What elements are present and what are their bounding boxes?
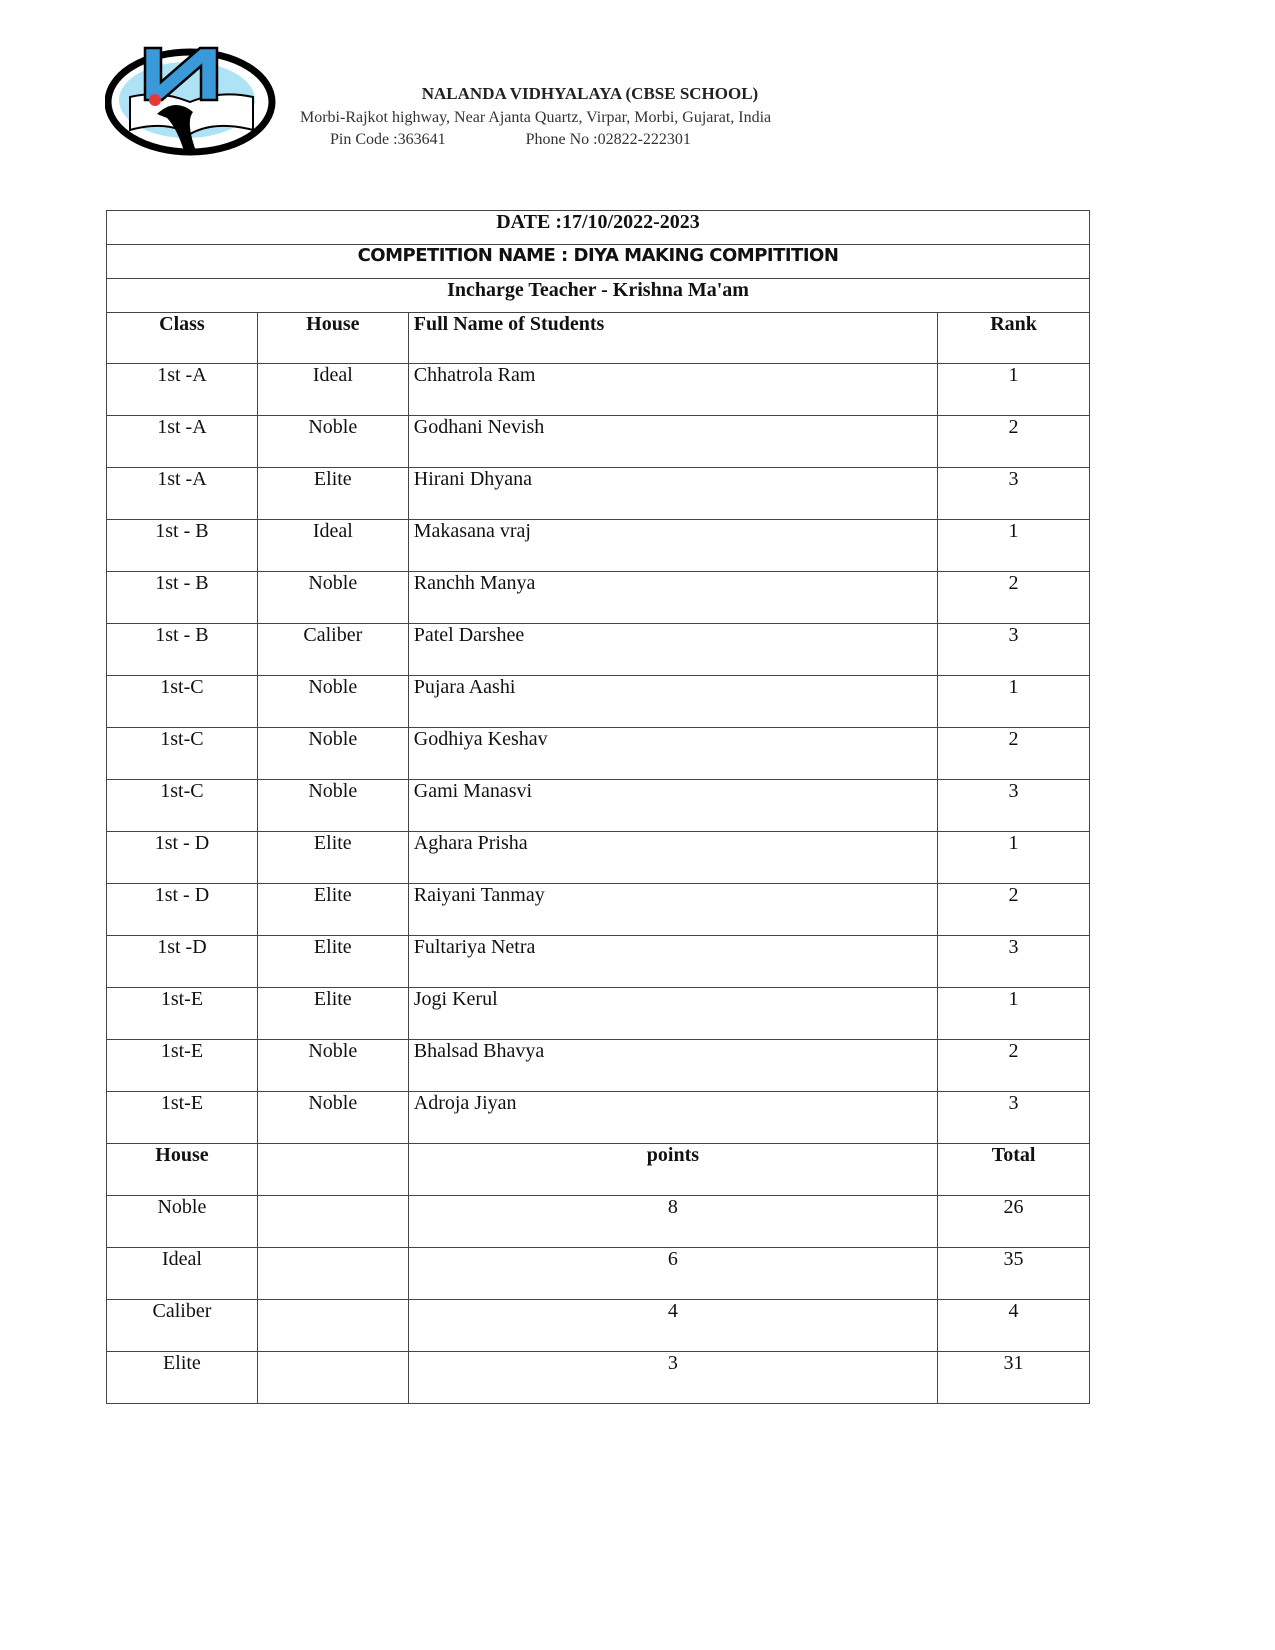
student-rank: 3 — [938, 936, 1090, 988]
summary-house: Ideal — [107, 1248, 258, 1300]
pin-code: Pin Code :363641 — [330, 131, 446, 148]
summary-house: Noble — [107, 1196, 258, 1248]
summary-points: 8 — [408, 1196, 937, 1248]
school-header — [300, 84, 940, 149]
summary-col-points: points — [408, 1144, 937, 1196]
student-name: Makasana vraj — [408, 520, 937, 572]
student-house: Caliber — [257, 624, 408, 676]
summary-row — [107, 1248, 1090, 1300]
date-heading: DATE :17/10/2022-2023 — [107, 211, 1090, 245]
student-rank: 2 — [938, 416, 1090, 468]
col-house: House — [257, 313, 408, 364]
col-rank: Rank — [938, 313, 1090, 364]
results-table — [106, 210, 1090, 1404]
summary-total: 26 — [938, 1196, 1090, 1248]
contact-row — [330, 131, 940, 149]
student-name: Adroja Jiyan — [408, 1092, 937, 1144]
student-class: 1st - B — [107, 624, 258, 676]
student-rank: 3 — [938, 468, 1090, 520]
student-class: 1st-E — [107, 988, 258, 1040]
summary-blank — [257, 1300, 408, 1352]
student-name: Jogi Kerul — [408, 988, 937, 1040]
summary-row — [107, 1352, 1090, 1404]
student-row — [107, 520, 1090, 572]
student-class: 1st - D — [107, 832, 258, 884]
student-class: 1st-E — [107, 1092, 258, 1144]
student-row — [107, 728, 1090, 780]
student-class: 1st -A — [107, 468, 258, 520]
school-name: NALANDA VIDHYALAYA (CBSE SCHOOL) — [421, 84, 759, 103]
col-class: Class — [107, 313, 258, 364]
student-house: Elite — [257, 468, 408, 520]
summary-house: Caliber — [107, 1300, 258, 1352]
summary-points: 4 — [408, 1300, 937, 1352]
student-house: Noble — [257, 572, 408, 624]
student-house: Noble — [257, 1040, 408, 1092]
competition-name: COMPETITION NAME : DIYA MAKING COMPITITION — [107, 245, 1090, 279]
summary-col-total: Total — [938, 1144, 1090, 1196]
student-row — [107, 416, 1090, 468]
student-row — [107, 364, 1090, 416]
summary-blank — [257, 1196, 408, 1248]
student-row — [107, 936, 1090, 988]
student-rank: 2 — [938, 884, 1090, 936]
student-row — [107, 468, 1090, 520]
student-house: Noble — [257, 780, 408, 832]
student-house: Ideal — [257, 364, 408, 416]
student-rank: 3 — [938, 1092, 1090, 1144]
school-address: Morbi-Rajkot highway, Near Ajanta Quartz, Virpar, Morbi, Gujarat, India — [300, 109, 772, 126]
student-house: Ideal — [257, 520, 408, 572]
summary-blank — [257, 1248, 408, 1300]
student-class: 1st-C — [107, 728, 258, 780]
student-rank: 1 — [938, 676, 1090, 728]
summary-row — [107, 1196, 1090, 1248]
summary-row — [107, 1300, 1090, 1352]
summary-header-row — [107, 1144, 1090, 1196]
student-class: 1st-E — [107, 1040, 258, 1092]
summary-col-blank — [257, 1144, 408, 1196]
summary-points: 3 — [408, 1352, 937, 1404]
student-class: 1st -A — [107, 416, 258, 468]
col-full-name: Full Name of Students — [408, 313, 937, 364]
student-rank: 3 — [938, 780, 1090, 832]
summary-total: 35 — [938, 1248, 1090, 1300]
student-row — [107, 832, 1090, 884]
student-row — [107, 572, 1090, 624]
student-house: Noble — [257, 1092, 408, 1144]
student-class: 1st - B — [107, 572, 258, 624]
student-rank: 2 — [938, 1040, 1090, 1092]
student-rank: 3 — [938, 624, 1090, 676]
student-name: Bhalsad Bhavya — [408, 1040, 937, 1092]
student-house: Elite — [257, 936, 408, 988]
student-name: Fultariya Netra — [408, 936, 937, 988]
phone-number: Phone No :02822-222301 — [525, 131, 691, 148]
student-rank: 2 — [938, 572, 1090, 624]
summary-total: 4 — [938, 1300, 1090, 1352]
student-name: Godhiya Keshav — [408, 728, 937, 780]
incharge-teacher: Incharge Teacher - Krishna Ma'am — [107, 279, 1090, 313]
student-house: Elite — [257, 884, 408, 936]
student-name: Ranchh Manya — [408, 572, 937, 624]
student-name: Chhatrola Ram — [408, 364, 937, 416]
student-class: 1st-C — [107, 780, 258, 832]
student-class: 1st-C — [107, 676, 258, 728]
student-rank: 1 — [938, 832, 1090, 884]
student-row — [107, 676, 1090, 728]
student-class: 1st -A — [107, 364, 258, 416]
student-name: Patel Darshee — [408, 624, 937, 676]
student-row — [107, 1092, 1090, 1144]
student-class: 1st - D — [107, 884, 258, 936]
student-row — [107, 988, 1090, 1040]
summary-col-house: House — [107, 1144, 258, 1196]
student-name: Gami Manasvi — [408, 780, 937, 832]
student-row — [107, 780, 1090, 832]
student-name: Pujara Aashi — [408, 676, 937, 728]
column-header-row — [107, 313, 1090, 364]
student-name: Raiyani Tanmay — [408, 884, 937, 936]
student-house: Noble — [257, 416, 408, 468]
student-name: Aghara Prisha — [408, 832, 937, 884]
student-name: Hirani Dhyana — [408, 468, 937, 520]
student-house: Noble — [257, 728, 408, 780]
student-rank: 1 — [938, 988, 1090, 1040]
summary-house: Elite — [107, 1352, 258, 1404]
student-class: 1st - B — [107, 520, 258, 572]
student-rank: 2 — [938, 728, 1090, 780]
summary-points: 6 — [408, 1248, 937, 1300]
student-row — [107, 624, 1090, 676]
summary-total: 31 — [938, 1352, 1090, 1404]
student-row — [107, 884, 1090, 936]
student-rank: 1 — [938, 520, 1090, 572]
summary-blank — [257, 1352, 408, 1404]
student-row — [107, 1040, 1090, 1092]
student-class: 1st -D — [107, 936, 258, 988]
student-house: Elite — [257, 832, 408, 884]
student-house: Elite — [257, 988, 408, 1040]
student-name: Godhani Nevish — [408, 416, 937, 468]
student-house: Noble — [257, 676, 408, 728]
student-rank: 1 — [938, 364, 1090, 416]
